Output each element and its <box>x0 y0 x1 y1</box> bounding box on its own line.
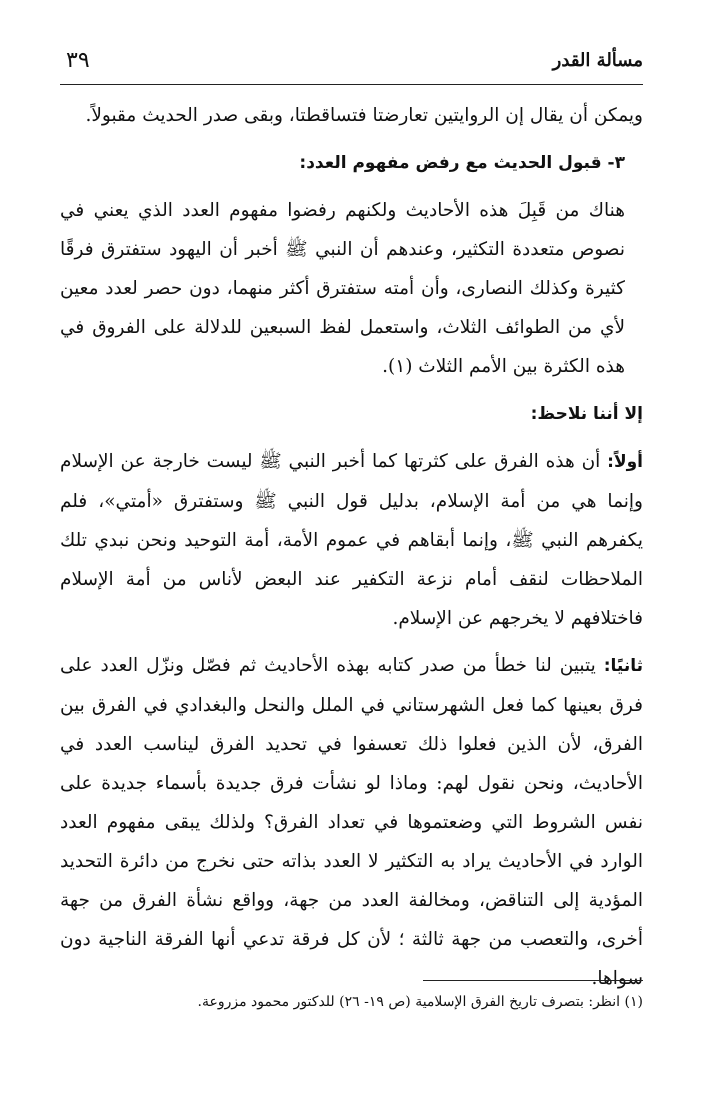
page-header <box>60 48 643 82</box>
running-title: مسألة القدر <box>552 50 643 71</box>
page-number: ٣٩ <box>66 48 90 73</box>
first-point-lead: أولاً: <box>607 452 643 472</box>
paragraph-2: هناك من قَبِلَ هذه الأحاديث ولكنهم رفضوا مفهوم العدد الذي يعني في نصوص متعددة التكثير، وعندهم أن النبي ﷺ أخبر أن اليهود ستفترق فرقًا كثيرة وكذلك النصارى، وأن أمته ستفترق أكثر منهما، دون حصر لعدد معين لأي من الطوائف الثلاث، واستعمل لفظ السبعين للدلالة على الفروق في هذه الكثرة بين الأمم الثلاث (١). <box>60 200 625 377</box>
second-point-lead: ثانيًا: <box>603 656 643 676</box>
paragraph-first-point <box>60 442 643 638</box>
first-point-text: أن هذه الفرق على كثرتها كما أخبر النبي ﷺ ليست خارجة عن الإسلام وإنما هي من أمة الإسلام، بدليل قول النبي ﷺ وستفترق «أمتي»، فلم يكفرهم النبي ﷺ، وإنما أبقاهم في عموم الأمة، أمة التوحيد ونحن نبدي تلك الملاحظات لنقف أمام نزعة التكفير عند البعض لأناس من أمة الإسلام فاختلافهم لا يخرجهم عن الإسلام. <box>60 451 643 629</box>
paragraph-second-point <box>60 646 643 998</box>
note-heading-label: إلا أننا نلاحظ: <box>530 404 643 424</box>
header-rule <box>60 84 643 85</box>
section-heading-label: ٣- قبول الحديث مع رفض مفهوم العدد: <box>299 153 625 173</box>
section-heading-3 <box>60 143 643 183</box>
book-page <box>60 0 643 1094</box>
second-point-text: يتبين لنا خطأ من صدر كتابه بهذه الأحاديث ثم فصّل ونزّل العدد على فرق بعينها كما فعل الشهرستاني في الملل والنحل والبغدادي في الفرق بين الفرق، لأن الذين فعلوا ذلك تعسفوا في تحديد الفرق ليناسب العدد في الأحاديث، ونحن نقول لهم: وماذا لو نشأت فرق جديدة بأسماء جديدة على نفس الشروط التي وضعتموها في تعداد الفرق؟ ولذلك يبقى مفهوم العدد الوارد في الأحاديث يراد به التكثير لا العدد بذاته حتى نخرج من دائرة التحديد المؤدية إلى التناقض، ومخالفة العدد من جهة، وواقع نشأة الفرق من جهة أخرى، والتعصب من جهة ثالثة ؛ لأن كل فرقة تدعي أنها الفرقة الناجية دون سواها. <box>60 655 643 989</box>
paragraph-1: ويمكن أن يقال إن الروايتين تعارضتا فتساقطتا، وبقى صدر الحديث مقبولاً. <box>85 105 643 126</box>
footnote-rule <box>423 980 643 981</box>
footnote: (١) انظر: بتصرف تاريخ الفرق الإسلامية (ص ١٩- ٢٦) للدكتور محمود مزروعة. <box>197 994 643 1010</box>
main-text <box>60 96 643 1006</box>
note-heading <box>60 394 643 434</box>
